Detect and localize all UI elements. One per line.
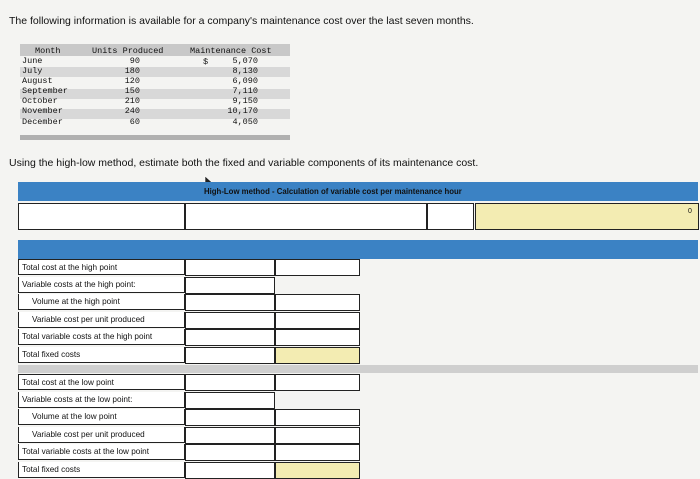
low-row-label: Total fixed costs xyxy=(18,462,185,478)
high-low-entry-input[interactable] xyxy=(185,203,427,230)
low-row-label: Variable costs at the low point: xyxy=(18,392,185,408)
intro-text: The following information is available for a company's maintenance cost over the last seven months. xyxy=(9,15,474,27)
month-cell: August xyxy=(22,76,53,86)
high-total-input[interactable] xyxy=(275,329,360,346)
high-value-input[interactable] xyxy=(185,312,275,329)
variable-cost-answer-input[interactable] xyxy=(475,203,699,230)
section-separator xyxy=(18,365,698,373)
units-cell: 210 xyxy=(124,96,140,106)
high-value-input[interactable] xyxy=(185,347,275,364)
cost-cell: 7,110 xyxy=(232,86,258,96)
col-header-month: Month xyxy=(35,46,61,56)
low-total-input[interactable] xyxy=(275,427,360,444)
table-bottom-rule xyxy=(20,135,290,140)
month-cell: December xyxy=(22,117,63,127)
high-total-input[interactable] xyxy=(275,259,360,276)
cost-cell: 6,090 xyxy=(232,76,258,86)
low-value-input[interactable] xyxy=(185,409,275,426)
low-row-label: Total cost at the low point xyxy=(18,374,185,390)
low-value-input[interactable] xyxy=(185,444,275,461)
low-value-input[interactable] xyxy=(185,392,275,409)
high-total-input[interactable] xyxy=(275,312,360,329)
col-header-units: Units Produced xyxy=(92,46,164,56)
cost-cell: 5,070 xyxy=(232,56,258,66)
high-value-input[interactable] xyxy=(185,259,275,276)
cost-cell: 4,050 xyxy=(232,117,258,127)
worksheet-header: High-Low method - Calculation of variable cost per maintenance hour xyxy=(204,187,462,196)
high-row-label: Variable costs at the high point: xyxy=(18,277,185,293)
high-value-input[interactable] xyxy=(185,294,275,311)
low-total-input[interactable] xyxy=(275,444,360,461)
low-row-label: Variable cost per unit produced xyxy=(18,427,185,443)
low-value-input[interactable] xyxy=(185,462,275,479)
month-cell: November xyxy=(22,106,63,116)
low-value-input[interactable] xyxy=(185,427,275,444)
low-fixed-cost-answer-input[interactable] xyxy=(275,462,360,479)
low-row-label: Total variable costs at the low point xyxy=(18,444,185,460)
high-value-input[interactable] xyxy=(185,277,275,294)
high-low-label-input[interactable] xyxy=(18,203,185,230)
month-cell: October xyxy=(22,96,58,106)
units-cell: 60 xyxy=(129,117,140,127)
high-low-entry-small-input[interactable] xyxy=(427,203,474,230)
worksheet-blue-divider xyxy=(18,240,698,259)
cost-cell: 10,170 xyxy=(227,106,258,116)
high-fixed-cost-answer-input[interactable] xyxy=(275,347,360,364)
month-cell: June xyxy=(22,56,43,66)
month-cell: September xyxy=(22,86,68,96)
cost-cell: 8,130 xyxy=(232,66,258,76)
high-row-label: Total fixed costs xyxy=(18,347,185,363)
high-total-input[interactable] xyxy=(275,294,360,311)
units-cell: 180 xyxy=(124,66,140,76)
low-total-input[interactable] xyxy=(275,374,360,391)
col-header-cost: Maintenance Cost xyxy=(190,46,272,56)
low-row-label: Volume at the low point xyxy=(18,409,185,425)
currency-symbol: $ xyxy=(203,57,209,67)
month-cell: July xyxy=(22,66,43,76)
units-cell: 150 xyxy=(124,86,140,96)
cost-cell: 9,150 xyxy=(232,96,258,106)
question-text: Using the high-low method, estimate both the fixed and variable components of its maintenance cost. xyxy=(9,157,479,169)
side-value: 0 xyxy=(688,208,692,215)
high-value-input[interactable] xyxy=(185,329,275,346)
units-cell: 90 xyxy=(129,56,140,66)
high-row-label: Volume at the high point xyxy=(18,294,185,310)
high-row-label: Variable cost per unit produced xyxy=(18,312,185,328)
units-cell: 240 xyxy=(124,106,140,116)
high-row-label: Total variable costs at the high point xyxy=(18,329,185,345)
low-value-input[interactable] xyxy=(185,374,275,391)
high-row-label: Total cost at the high point xyxy=(18,259,185,275)
units-cell: 120 xyxy=(124,76,140,86)
low-total-input[interactable] xyxy=(275,409,360,426)
